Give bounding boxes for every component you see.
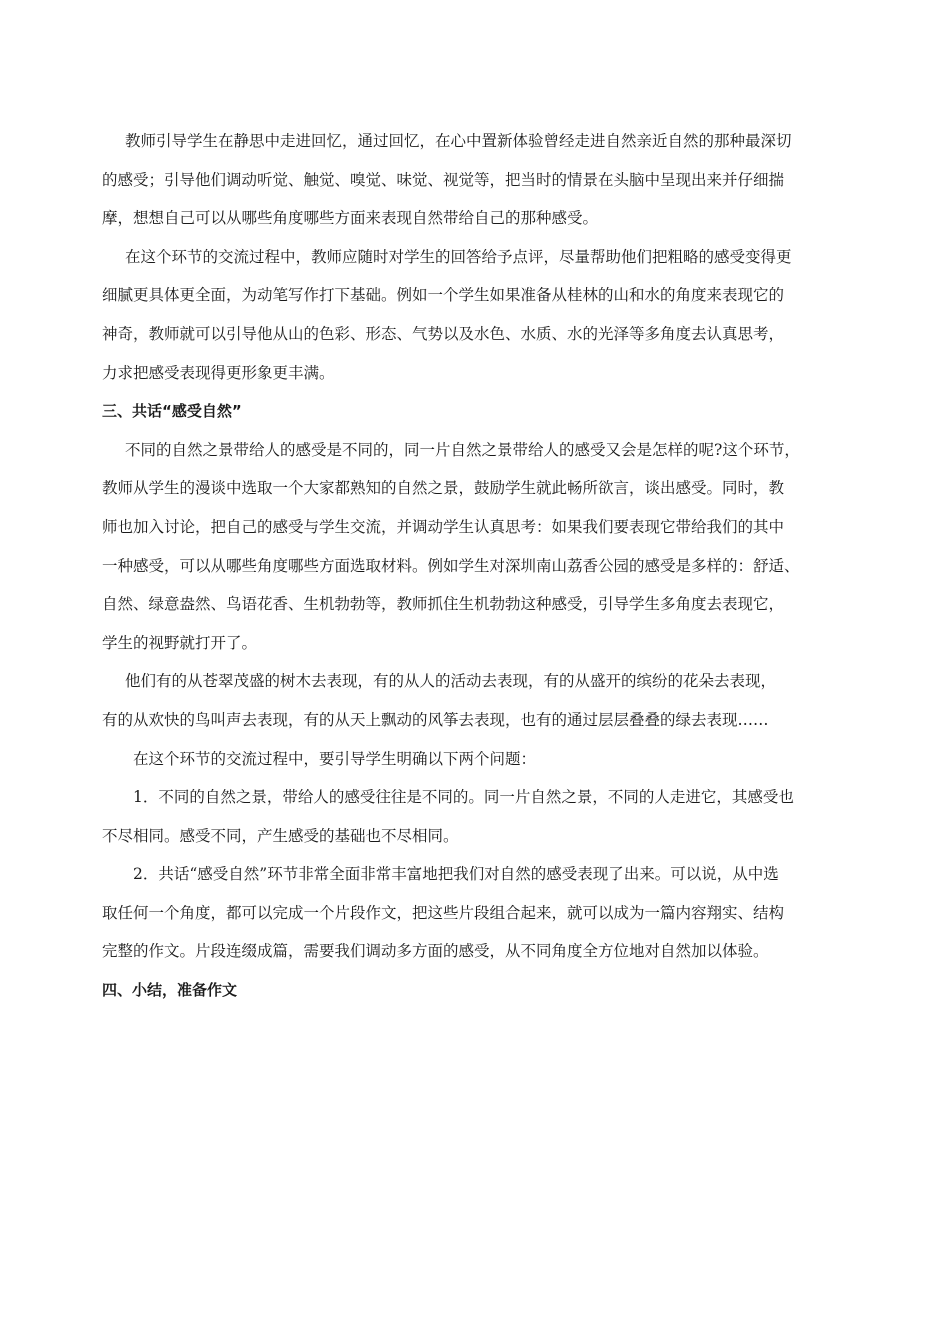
point-two [102,855,860,971]
paragraph-expressions [102,662,860,739]
text-line: 力求把感受表现得更形象更丰满。 [102,363,335,382]
text-line: 在这个环节的交流过程中，要引导学生明确以下两个问题： [133,749,537,768]
text-line: 取任何一个角度，都可以完成一个片段作文，把这些片段组合起来，就可以成为一篇内容翔实、结构 [102,903,785,922]
section-heading-4: 四、小结，准备作文 [102,981,238,1000]
text-line: 不尽相同。感受不同，产生感受的基础也不尽相同。 [102,826,459,845]
text-line: 的感受；引导他们调动听觉、触觉、嗅觉、味觉、视觉等，把当时的情景在头脑中呈现出来并仔细揣 [102,170,785,189]
document-body [102,122,860,1010]
text-line: 完整的作文。片段连缀成篇，需要我们调动多方面的感受，从不同角度全方位地对自然加以体验。 [102,942,769,961]
text-line: 有的从欢快的鸟叫声去表现，有的从天上飘动的风筝去表现，也有的通过层层叠叠的绿去表现…… [102,710,769,729]
text-line: 教师引导学生在静思中走进回忆，通过回忆，在心中置新体验曾经走进自然亲近自然的那种最深切 [125,132,792,150]
text-line: 细腻更具体更全面，为动笔写作打下基础。例如一个学生如果准备从桂林的山和水的角度来表现它的 [102,286,785,305]
text-line: 1．不同的自然之景，带给人的感受往往是不同的。同一片自然之景，不同的人走进它，其感受也 [133,788,794,807]
paragraph-recall [102,122,860,238]
text-line: 摩，想想自己可以从哪些角度哪些方面来表现自然带给自己的那种感受。 [102,209,599,228]
text-line: 2．共话“感受自然”环节非常全面非常丰富地把我们对自然的感受表现了出来。可以说，从中选 [133,865,779,884]
text-line: 神奇，教师就可以引导他从山的色彩、形态、气势以及水色、水质、水的光泽等多角度去认真思考， [102,324,785,343]
point-one [102,778,860,855]
paragraph-different-scenes [102,431,860,663]
text-line: 在这个环节的交流过程中，教师应随时对学生的回答给予点评，尽量帮助他们把粗略的感受变得更 [125,247,792,266]
section-heading-3: 三、共话“感受自然” [102,402,242,421]
text-line: 自然、绿意盎然、鸟语花香、生机勃勃等，教师抓住生机勃勃这种感受，引导学生多角度去表现它， [102,595,785,614]
text-line: 师也加入讨论，把自己的感受与学生交流，并调动学生认真思考：如果我们要表现它带给我们的其中 [102,517,785,536]
paragraph-two-questions [102,740,860,779]
text-line: 他们有的从苍翠茂盛的树木去表现，有的从人的活动去表现，有的从盛开的缤纷的花朵去表现， [125,672,777,691]
text-line: 不同的自然之景带给人的感受是不同的，同一片自然之景带给人的感受又会是怎样的呢?这个环节， [125,440,800,459]
text-line: 教师从学生的漫谈中选取一个大家都熟知的自然之景，鼓励学生就此畅所欲言，谈出感受。同时，教 [102,479,785,498]
text-line: 一种感受，可以从哪些角度哪些方面选取材料。例如学生对深圳南山荔香公园的感受是多样的：舒适、 [102,556,800,575]
text-line: 学生的视野就打开了。 [102,633,258,652]
paragraph-exchange [102,238,860,392]
